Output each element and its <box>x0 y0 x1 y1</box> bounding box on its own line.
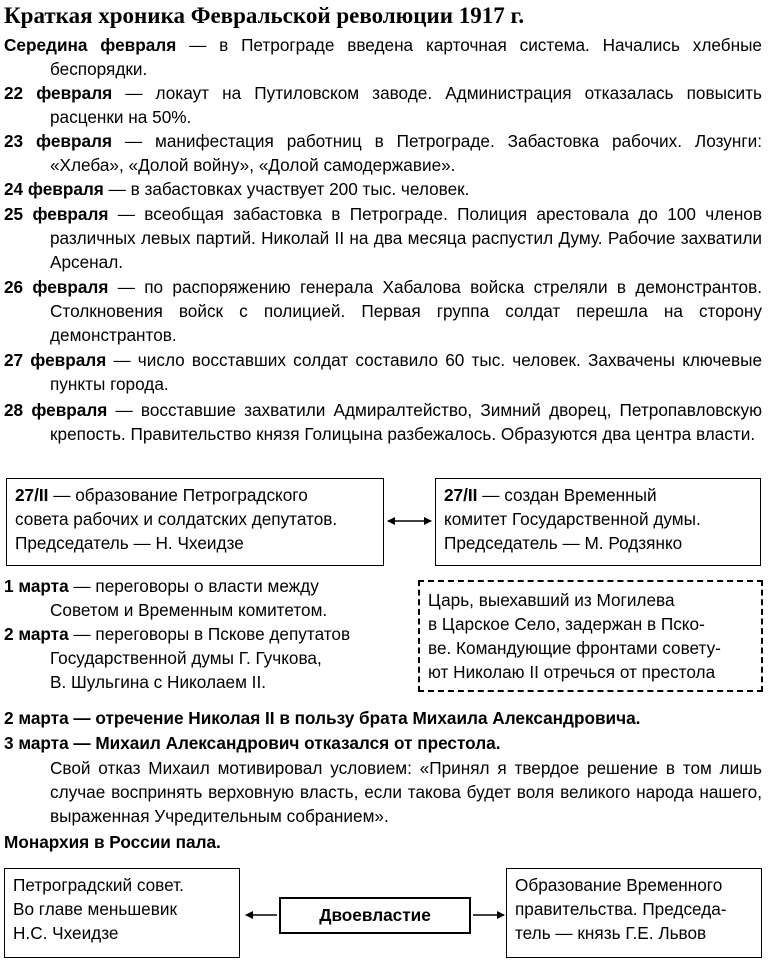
event-text: — восставшие захватили Адмиралтейство, Зимний дворец, Петропавловскую крепость. Правительство князя Голицына разбежалось. Образуются два центра власти. <box>50 400 762 444</box>
box-line: Председатель — Н. Чхеидзе <box>15 533 244 553</box>
event-text: Советом и Временным комитетом. <box>50 600 328 620</box>
event-text: — переговоры в Пскове депутатов <box>73 624 351 644</box>
event-date: 22 февраля <box>4 83 113 103</box>
event-text: Государственной думы Г. Гучкова, <box>50 648 322 668</box>
event-march-2 <box>4 622 414 694</box>
event-text: — по распоряжению генерала Хабалова войска стреляли в демонстрантов. Столкновения войск с полицией. Первая группа солдат перешла на сторону демонстрантов. <box>50 277 762 345</box>
event-date: 27 февраля <box>4 350 107 370</box>
event-march-1 <box>4 574 414 622</box>
event-text: — локаут на Путиловском заводе. Администрация отказалась повысить расценки на 50%. <box>50 83 762 127</box>
monarchy-fell-line: Монархия в России пала. <box>4 832 221 852</box>
page-title: Краткая хроника Февральской революции 1917 г. <box>4 3 525 28</box>
event-date: 2 марта <box>4 624 69 644</box>
soviet-box <box>4 868 240 958</box>
event-text: — число восставших солдат составило 60 тыс. человек. Захвачены ключевые пункты города. <box>50 350 763 394</box>
box-line: совета рабочих и солдатских депутатов. <box>15 509 338 529</box>
box-date: 27/II <box>15 485 49 505</box>
note-line: в Царское Село, задержан в Пско- <box>428 614 705 634</box>
event-text: — в Петрограде введена карточная система. Начались хлебные беспорядки. <box>50 35 762 79</box>
event-text: — всеобщая забастовка в Петрограде. Полиция арестовала до 100 членов различных левых партий. Николай II на два месяца распустил Думу. Рабочие захватили Арсенал. <box>50 204 763 272</box>
michael-refusal-line: 3 марта — Михаил Александрович отказался от престола. <box>4 733 501 753</box>
event-date: 28 февраля <box>4 400 108 420</box>
box-line: Во главе меньшевик <box>13 899 177 919</box>
event-date: Середина февраля <box>4 35 177 55</box>
event-date: 23 февраля <box>4 131 112 151</box>
note-line: ве. Командующие фронтами совету- <box>428 638 721 658</box>
event-text: — манифестация работниц в Петрограде. Забастовка рабочих. Лозунги: «Хлеба», «Долой войну», «Долой самодержавие». <box>50 131 762 175</box>
abdication-line: 2 марта — отречение Николая II в пользу брата Михаила Александровича. <box>4 708 641 728</box>
michael-quote: Свой отказ Михаил мотивировал условием: «Принял я твердое решение в том лишь случае воспринять верховную власть, если такова будет воля великого народа нашего, выраженная Учредительным собранием». <box>50 758 762 826</box>
event-date: 25 февраля <box>4 204 109 224</box>
note-line: Царь, выехавший из Могилева <box>428 590 675 610</box>
dual-power-box: Двоевластие <box>279 897 471 934</box>
box-line: правительства. Председа- <box>515 899 727 919</box>
box-line: — создан Временный <box>482 485 657 505</box>
box-line: Образование Временного <box>515 875 723 895</box>
box-line: — образование Петроградского <box>53 485 308 505</box>
event-text: В. Шульгина с Николаем II. <box>50 672 267 692</box>
event-text: — в забастовках участвует 200 тыс. человек. <box>108 179 470 199</box>
event-date: 1 марта <box>4 576 69 596</box>
box-line: комитет Государственной думы. <box>444 509 701 529</box>
box-line: тель — князь Г.Е. Львов <box>515 923 707 943</box>
box-line: Н.С. Чхеидзе <box>13 923 119 943</box>
event-date: 26 февраля <box>4 277 109 297</box>
box-line: Петроградский совет. <box>13 875 184 895</box>
box-date: 27/II <box>444 485 478 505</box>
note-line: ют Николаю II отречься от престола <box>428 662 716 682</box>
event-date: 24 февраля <box>4 179 104 199</box>
event-text: — переговоры о власти между <box>73 576 319 596</box>
box-line: Председатель — М. Родзянко <box>444 533 683 553</box>
tsar-note-box <box>418 580 763 692</box>
provisional-government-box <box>506 868 762 958</box>
